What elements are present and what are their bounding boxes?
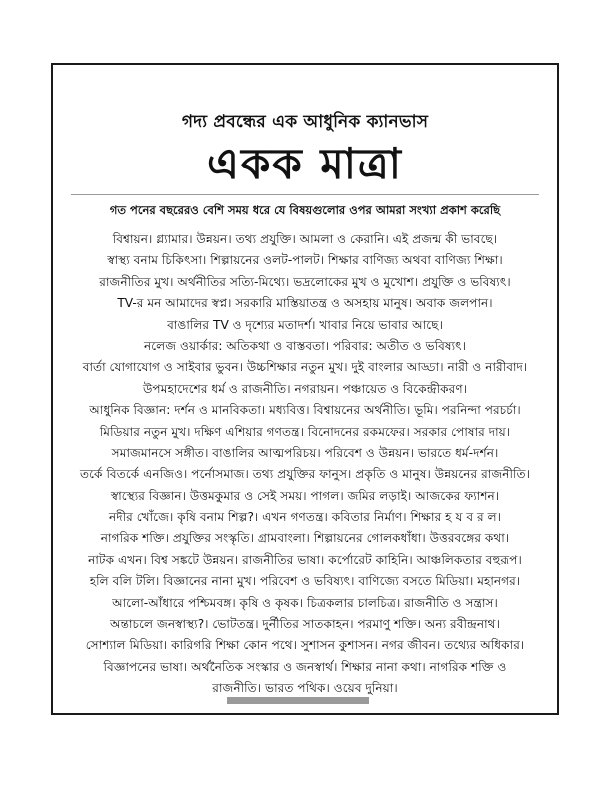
topic-line: স্বাস্থ্য বনাম চিকিৎসা। শিল্পায়নের ওলট-পালট। শিক্ষার বাণিজ্য অথবা বাণিজ্য শিক্ষা। — [107, 253, 503, 268]
topic-line: আধুনিক বিজ্ঞান: দর্শন ও মানবিকতা। মধ্যবিত্ত। বিশ্বায়নের অর্থনীতি। ভূমি। পরনিন্দা পরচর্চা। — [89, 403, 521, 418]
topic-line: বিজ্ঞাপনের ভাষা। অর্থনৈতিক সংস্কার ও জনস্বার্থ। শিক্ষার নানা কথা। নাগরিক শক্তি ও — [103, 659, 507, 674]
topic-line: নদীর খোঁজে। কৃষি বনাম শিল্প?। এখন গণতন্ত্র। কবিতার নির্মাণ। শিক্ষার হ য ব র ল। — [108, 510, 502, 525]
advertisement-frame — [51, 63, 559, 715]
topic-line: রাজনীতি। ভারত পথিক। ওয়েব দুনিয়া। — [212, 681, 398, 696]
topic-line: সমাজমানসে সঙ্গীত। বাঙালির আত্মপরিচয়। পরিবেশ ও উন্নয়ন। ভারতে ধর্ম-দর্শন। — [111, 445, 499, 460]
topic-line: নাটক এখন। বিশ্ব সঙ্কটে উন্নয়ন। রাজনীতির ভাষা। কর্পোরেট কাহিনি। আঞ্চলিকতার বহুরূপ। — [88, 552, 522, 567]
topic-line: উপমহাদেশের ধর্ম ও রাজনীতি। নগরায়ন। পঞ্চায়েত ও বিকেন্দ্রীকরণ। — [142, 381, 468, 396]
ad-lead: গত পনের বছরেরও বেশি সময় ধরে যে বিষয়গুলোর ওপর আমরা সংখ্যা প্রকাশ করেছি — [109, 203, 501, 217]
topic-line: নাগরিক শক্তি। প্রযুক্তির সংস্কৃতি। গ্রামবাংলা। শিল্পায়নের গোলকধাঁধা। উত্তরবঙ্গের কথা। — [100, 531, 510, 546]
footer-bar — [227, 697, 369, 704]
topic-line: অন্তাচলে জনস্বাস্থ্য?। ভোটতন্ত্র। দুর্নীতির সাতকাহন। পরমাণু শক্তি। অন্য রবীন্দ্রনাথ। — [110, 617, 500, 632]
topic-list — [67, 229, 543, 700]
ad-subtitle: গদ্য প্রবন্ধের এক আধুনিক ক্যানভাস — [181, 112, 429, 132]
topic-line: বাঙালির TV ও দৃশ্যের মতাদর্শ। খাবার নিয়ে ভাবার আছে। — [167, 317, 443, 332]
topic-line: বার্তা যোগাযোগ ও সাইবার ভুবন। উচ্চশিক্ষার নতুন মুখ। দুই বাংলার আড্ডা। নারী ও নারীবাদ। — [82, 360, 528, 375]
topic-line: আলো-আঁধারে পশ্চিমবঙ্গ। কৃষি ও কৃষক। চিত্রকলার চালচিত্র। রাজনীতি ও সন্ত্রাস। — [112, 595, 498, 610]
topic-line: সোশ্যাল মিডিয়া। কারিগরি শিক্ষা কোন পথে। সুশাসন কুশাসন। নগর জীবন। তথ্যের অধিকার। — [85, 638, 525, 653]
topic-line: স্বাস্থ্যের বিজ্ঞান। উত্তমকুমার ও সেই সময়। পাগল। জমির লড়াই। আজকের ফ্যাশন। — [110, 488, 500, 503]
topic-line: মিডিয়ার নতুন মুখ। দক্ষিণ এশিয়ার গণতন্ত্র। বিনোদনের রকমফের। সরকার পোষার দায়। — [99, 424, 511, 439]
topic-line: রাজনীতির মুখ। অর্থনীতির সত্যি-মিথ্যে। ভদ্রলোকের মুখ ও মুখোশ। প্রযুক্তি ও ভবিষ্যৎ। — [99, 274, 511, 289]
topic-line: তর্কে বিতর্কে এনজিও। পর্নোসমাজ। তথ্য প্রযুক্তির ফানুস। প্রকৃতি ও মানুষ। উন্নয়নের রাজনীতি। — [80, 467, 530, 482]
topic-line: হলি বলি টলি। বিজ্ঞানের নানা মুখ। পরিবেশ ও ভবিষ্যৎ। বাণিজ্যে বসতে মিডিয়া। মহানগর। — [89, 574, 521, 589]
topic-line: TV-র মন আমাদের স্বপ্ন। সরকারি মাস্তিয়াতন্ত্র ও অসহায় মানুষ। অবাক জলপান। — [117, 296, 493, 311]
topic-line: বিশ্বায়ন। গ্ল্যামার। উন্নয়ন। তথ্য প্রযুক্তি। আমলা ও কেরানি। এই প্রজন্ম কী ভাবছে। — [112, 232, 498, 246]
title-divider — [71, 194, 539, 195]
ad-title: একক মাত্রা — [207, 139, 403, 188]
topic-line: নলেজ ওয়ার্কার: অতিকথা ও বাস্তবতা। পরিবার: অতীত ও ভবিষ্যৎ। — [143, 338, 467, 353]
